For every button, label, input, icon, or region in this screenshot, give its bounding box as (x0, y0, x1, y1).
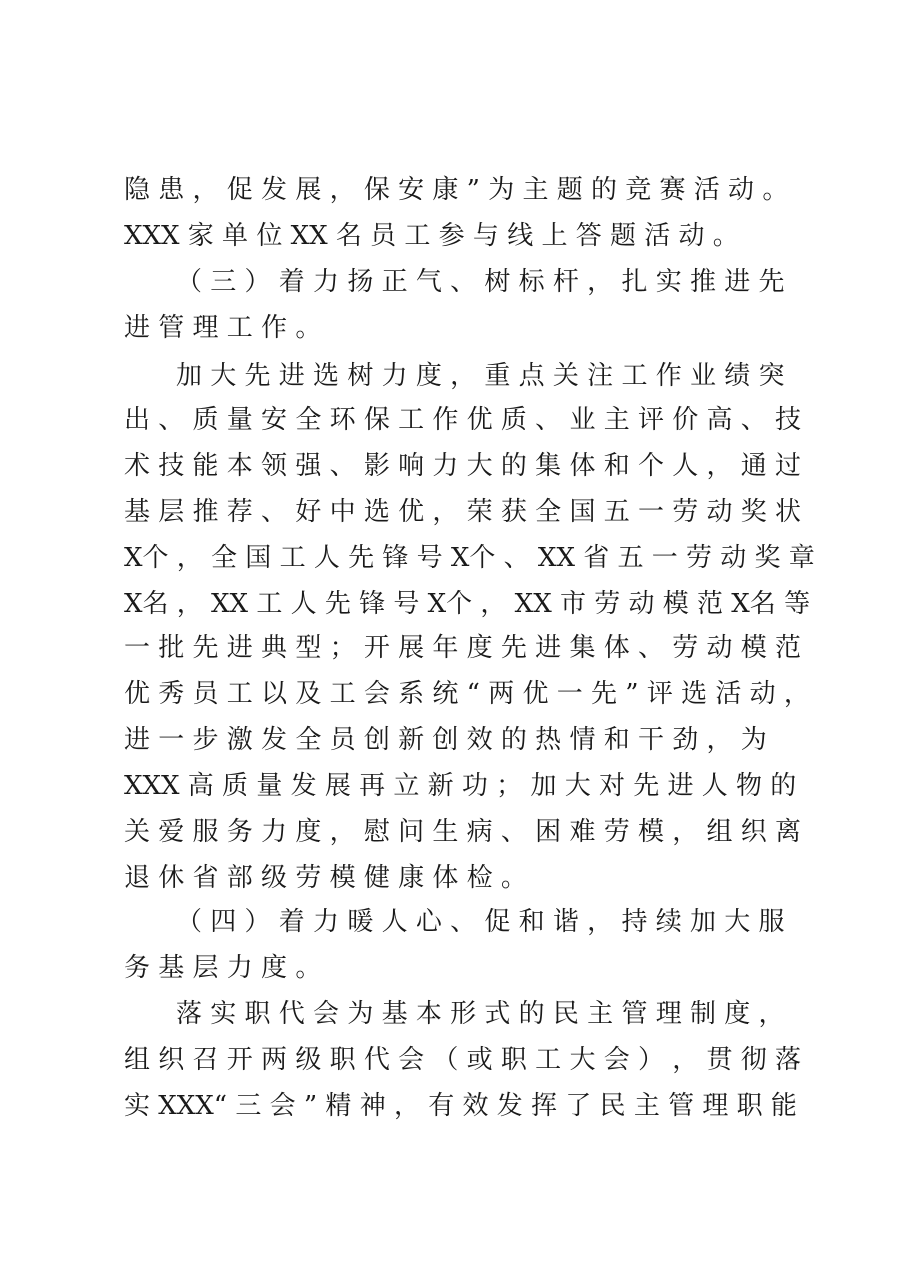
text-line: 优 秀 员 工 以 及 工 会 系 统 “ 两 优 一 先 ” 评 选 活 动 ， (124, 679, 810, 709)
text-line: 实 XXX“ 三 会 ” 精 神 ， 有 效 发 挥 了 民 主 管 理 职 能 (124, 1091, 797, 1121)
text-line: XXX 家 单 位 XX 名 员 工 参 与 线 上 答 题 活 动 。 (124, 221, 739, 251)
text-line: 组 织 召 开 两 级 职 代 会 （ 或 职 工 大 会 ） ， 贯 彻 落 (124, 1045, 802, 1075)
text-line: 进 一 步 激 发 全 员 创 新 创 效 的 热 情 和 干 劲 ， 为 (124, 725, 767, 755)
text-line: 术 技 能 本 领 强 、 影 响 力 大 的 集 体 和 个 人 ， 通 过 (124, 451, 802, 481)
text-line: XXX 高 质 量 发 展 再 立 新 功 ； 加 大 对 先 进 人 物 的 (124, 771, 797, 801)
text-line: 出 、 质 量 安 全 环 保 工 作 优 质 、 业 主 评 价 高 、 技 (124, 405, 802, 435)
text-line: 一 批 先 进 典 型 ； 开 展 年 度 先 进 集 体 、 劳 动 模 范 (124, 633, 802, 663)
section-heading: （ 四 ） 着 力 暖 人 心 、 促 和 谐 ， 持 续 加 大 服 (176, 907, 785, 937)
text-line: 关 爱 服 务 力 度 ， 慰 问 生 病 、 困 难 劳 模 ， 组 织 离 (124, 817, 802, 847)
text-line: 加 大 先 进 选 树 力 度 ， 重 点 关 注 工 作 业 绩 突 (176, 361, 785, 391)
text-line: 基 层 推 荐 、 好 中 选 优 ， 荣 获 全 国 五 一 劳 动 奖 状 (124, 497, 802, 527)
text-line: 隐 患 ， 促 发 展 ， 保 安 康 ” 为 主 题 的 竞 赛 活 动 。 (124, 175, 789, 205)
text-line: 退 休 省 部 级 劳 模 健 康 体 检 。 (124, 863, 527, 893)
text-line: 落 实 职 代 会 为 基 本 形 式 的 民 主 管 理 制 度 ， (176, 999, 785, 1029)
text-line: X个 ， 全 国 工 人 先 锋 号 X个 、 XX 省 五 一 劳 动 奖 章 (124, 543, 815, 573)
section-heading: 务 基 层 力 度 。 (124, 953, 322, 983)
section-heading: （ 三 ） 着 力 扬 正 气 、 树 标 杆 ， 扎 实 推 进 先 (176, 267, 785, 297)
section-heading: 进 管 理 工 作 。 (124, 313, 322, 343)
text-line: X名 ， XX 工 人 先 锋 号 X个 ， XX 市 劳 动 模 范 X名 等 (124, 589, 811, 619)
